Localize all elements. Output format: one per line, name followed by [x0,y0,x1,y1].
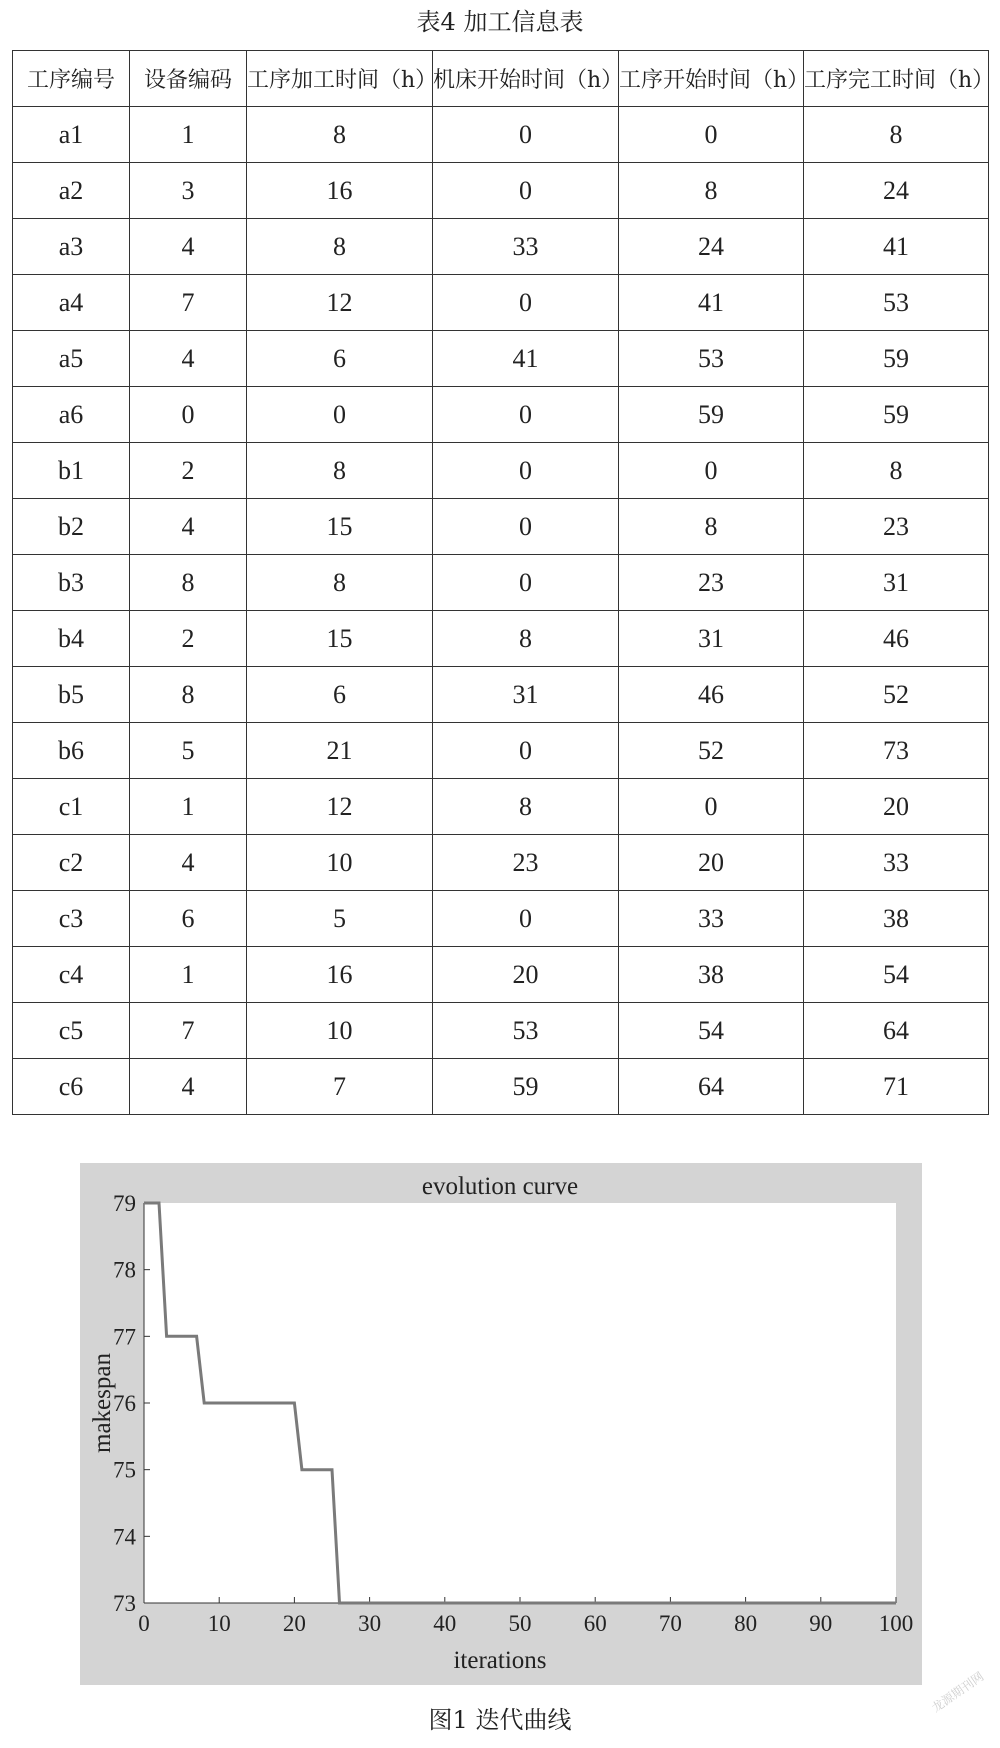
table-cell: 4 [130,219,247,275]
table-cell: b6 [13,723,130,779]
table-cell: 0 [433,107,619,163]
table-cell: 15 [247,499,433,555]
table-cell: c3 [13,891,130,947]
table-row [13,443,989,499]
table-cell: c1 [13,779,130,835]
y-tick-label: 79 [113,1191,136,1216]
table-cell: 54 [804,947,989,1003]
table-cell: 59 [804,387,989,443]
evolution-chart [80,1163,922,1685]
table-cell: 33 [804,835,989,891]
header-process-start: 工序开始时间（h） [619,51,804,107]
y-tick-label: 78 [113,1257,136,1283]
table-cell: 20 [619,835,804,891]
table-body [13,107,989,1115]
table-row [13,667,989,723]
table-cell: 41 [804,219,989,275]
table-cell: 4 [130,835,247,891]
table-row [13,723,989,779]
table-cell: 24 [804,163,989,219]
y-tick-label: 76 [113,1391,136,1416]
table-cell: 46 [619,667,804,723]
y-axis-label: makespan [89,1353,116,1453]
table-cell: 0 [619,779,804,835]
table-cell: 6 [247,331,433,387]
table-cell: 8 [619,499,804,555]
table-cell: b4 [13,611,130,667]
table-cell: 10 [247,835,433,891]
table-row [13,107,989,163]
table-cell: 8 [619,163,804,219]
table-cell: 0 [433,275,619,331]
table-cell: 8 [247,107,433,163]
table-cell: 8 [247,219,433,275]
info-table [12,50,995,1115]
y-tick-label: 77 [113,1324,136,1350]
table-cell: 20 [804,779,989,835]
table-cell: 53 [433,1003,619,1059]
table-cell: 53 [804,275,989,331]
table-cell: 59 [433,1059,619,1115]
header-process-finish: 工序完工时间（h） [804,51,989,107]
table-cell: a6 [13,387,130,443]
table-row [13,1003,989,1059]
table-cell: 0 [433,723,619,779]
table-cell: 7 [130,275,247,331]
table-row [13,387,989,443]
chart-figure [80,1163,922,1685]
table-row [13,275,989,331]
table-cell: 31 [619,611,804,667]
x-tick-label: 70 [658,1611,682,1636]
table-cell: 20 [433,947,619,1003]
table-cell: 0 [247,387,433,443]
table-cell: 71 [804,1059,989,1115]
table-cell: 52 [804,667,989,723]
table-cell: c6 [13,1059,130,1115]
x-tick-label: 40 [433,1611,457,1636]
table-cell: 33 [433,219,619,275]
table-cell: 0 [433,443,619,499]
table-row [13,947,989,1003]
table-cell: 23 [619,555,804,611]
table-cell: c5 [13,1003,130,1059]
table-cell: 4 [130,1059,247,1115]
table-cell: 6 [130,891,247,947]
table-cell: 8 [804,107,989,163]
table-cell: a4 [13,275,130,331]
table-cell: 24 [619,219,804,275]
y-tick-label: 74 [113,1524,136,1550]
table-cell: 64 [619,1059,804,1115]
table-cell: b3 [13,555,130,611]
table-cell: 16 [247,163,433,219]
header-process-id: 工序编号 [13,51,130,107]
table-cell: 38 [804,891,989,947]
table-cell: 0 [433,891,619,947]
table-cell: 0 [433,555,619,611]
table-cell: a1 [13,107,130,163]
table-cell: 7 [247,1059,433,1115]
table-cell: 4 [130,499,247,555]
x-tick-label: 100 [878,1611,914,1636]
x-tick-label: 20 [282,1611,306,1636]
figure-caption: 图1 迭代曲线 [428,1706,572,1734]
table-row [13,555,989,611]
table-cell: 8 [247,555,433,611]
x-tick-label: 50 [508,1611,532,1636]
table-cell: 0 [433,499,619,555]
table-cell: 0 [619,443,804,499]
table-cell: 2 [130,611,247,667]
table-cell: 59 [619,387,804,443]
table-cell: 52 [619,723,804,779]
table-cell: a3 [13,219,130,275]
table-cell: 4 [130,331,247,387]
header-machine-start: 机床开始时间（h） [433,51,619,107]
table-cell: 21 [247,723,433,779]
table-cell: 10 [247,1003,433,1059]
table-cell: 53 [619,331,804,387]
table-cell: 54 [619,1003,804,1059]
header-process-time: 工序加工时间（h） [247,51,433,107]
table-row [13,835,989,891]
table-cell: a2 [13,163,130,219]
table-row [13,219,989,275]
table-cell: 31 [804,555,989,611]
table-cell: b1 [13,443,130,499]
table-cell: a5 [13,331,130,387]
table-cell: 23 [433,835,619,891]
table-cell: 1 [130,779,247,835]
table-row [13,499,989,555]
table-cell: 3 [130,163,247,219]
x-tick-label: 0 [138,1611,150,1636]
table-cell: 8 [247,443,433,499]
table-cell: c2 [13,835,130,891]
table-cell: 8 [433,779,619,835]
table-cell: 5 [130,723,247,779]
chart-title: evolution curve [421,1173,579,1200]
x-tick-label: 10 [207,1611,231,1636]
x-tick-label: 90 [809,1611,833,1636]
table-row [13,331,989,387]
table-cell: 33 [619,891,804,947]
table-cell: 59 [804,331,989,387]
table-row [13,611,989,667]
table-cell: 12 [247,779,433,835]
table-cell: 8 [804,443,989,499]
table-cell: 23 [804,499,989,555]
table-cell: 73 [804,723,989,779]
table-cell: 8 [130,667,247,723]
table-cell: 41 [619,275,804,331]
table-cell: 41 [433,331,619,387]
table-cell: 1 [130,947,247,1003]
table-row [13,163,989,219]
header-equipment-code: 设备编码 [130,51,247,107]
table-cell: 0 [130,387,247,443]
table-cell: 0 [619,107,804,163]
table-cell: 5 [247,891,433,947]
table-cell: 0 [433,163,619,219]
table-header-row [13,51,989,107]
table-cell: 1 [130,107,247,163]
table-row [13,891,989,947]
table-cell: 16 [247,947,433,1003]
table-cell: b2 [13,499,130,555]
table-cell: b5 [13,667,130,723]
table-cell: 15 [247,611,433,667]
watermark: 龙源期刊网 [929,1669,987,1716]
table-cell: 0 [433,387,619,443]
y-tick-label: 73 [113,1591,136,1616]
table-cell: 2 [130,443,247,499]
table-cell: 64 [804,1003,989,1059]
x-tick-label: 30 [358,1611,382,1636]
table-cell: 31 [433,667,619,723]
table-row [13,1059,989,1115]
table-cell: 8 [433,611,619,667]
table-cell: 8 [130,555,247,611]
x-axis-label: iterations [453,1647,547,1674]
table-cell: 46 [804,611,989,667]
table-cell: 12 [247,275,433,331]
table-cell: 6 [247,667,433,723]
table-cell: 38 [619,947,804,1003]
y-tick-label: 75 [113,1457,136,1483]
table-caption: 表4 加工信息表 [416,8,584,36]
table-cell: c4 [13,947,130,1003]
x-tick-label: 60 [583,1611,607,1636]
table-cell: 7 [130,1003,247,1059]
table-row [13,779,989,835]
x-tick-label: 80 [734,1611,758,1636]
